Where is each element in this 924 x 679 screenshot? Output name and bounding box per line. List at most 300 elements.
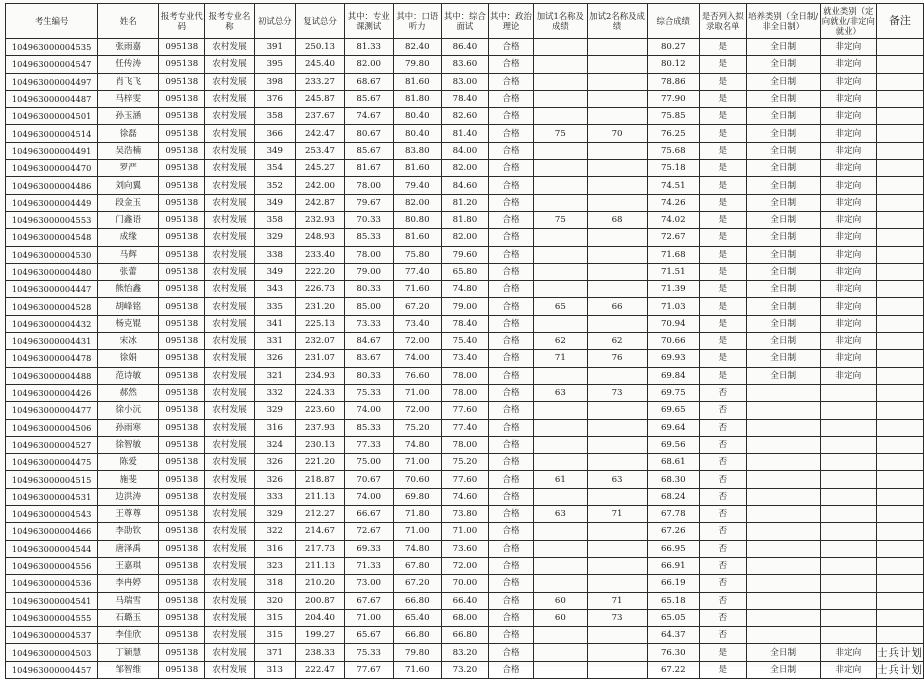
cell-extra-test-2 xyxy=(587,557,647,574)
cell-major-name: 农村发展 xyxy=(205,350,254,367)
cell-employment-type xyxy=(820,540,876,557)
header-extra-test-2: 加试2名称及成绩 xyxy=(587,4,647,39)
table-row xyxy=(6,177,924,194)
cell-interview: 78.40 xyxy=(442,90,489,107)
cell-professional-test: 71.33 xyxy=(344,557,393,574)
cell-interview: 82.00 xyxy=(442,160,489,177)
cell-interview: 68.00 xyxy=(442,609,489,626)
cell-oral-listening: 71.80 xyxy=(393,506,442,523)
cell-politics: 合格 xyxy=(488,506,533,523)
cell-candidate-id: 104963000004556 xyxy=(6,557,98,574)
cell-oral-listening: 82.00 xyxy=(393,194,442,211)
cell-major-name: 农村发展 xyxy=(205,436,254,453)
cell-extra-test-1 xyxy=(534,419,587,436)
cell-extra-test-2 xyxy=(587,575,647,592)
cell-oral-listening: 81.60 xyxy=(393,229,442,246)
cell-remarks xyxy=(876,384,923,401)
cell-major-code: 095138 xyxy=(159,402,205,419)
cell-extra-test-1 xyxy=(534,557,587,574)
cell-initial-total: 341 xyxy=(254,315,296,332)
cell-politics: 合格 xyxy=(488,609,533,626)
cell-major-name: 农村发展 xyxy=(205,56,254,73)
table-row xyxy=(6,194,924,211)
cell-remarks xyxy=(876,627,923,644)
cell-name: 马辉 xyxy=(98,246,159,263)
cell-professional-test: 75.33 xyxy=(344,384,393,401)
cell-candidate-id: 104963000004555 xyxy=(6,609,98,626)
cell-extra-test-1: 63 xyxy=(534,384,587,401)
cell-extra-test-2 xyxy=(587,263,647,280)
cell-name: 石璐玉 xyxy=(98,609,159,626)
cell-oral-listening: 79.40 xyxy=(393,177,442,194)
cell-admitted: 是 xyxy=(699,298,746,315)
cell-extra-test-1: 61 xyxy=(534,471,587,488)
cell-major-name: 农村发展 xyxy=(205,160,254,177)
cell-interview: 74.60 xyxy=(442,488,489,505)
table-row xyxy=(6,557,924,574)
cell-candidate-id: 104963000004547 xyxy=(6,56,98,73)
cell-major-code: 095138 xyxy=(159,575,205,592)
cell-name: 肖飞飞 xyxy=(98,73,159,90)
cell-retest-total: 226.73 xyxy=(296,281,345,298)
cell-candidate-id: 104963000004491 xyxy=(6,142,98,159)
cell-composite-score: 70.66 xyxy=(647,333,699,350)
cell-admitted: 否 xyxy=(699,557,746,574)
cell-candidate-id: 104963000004487 xyxy=(6,90,98,107)
cell-employment-type xyxy=(820,488,876,505)
cell-professional-test: 65.67 xyxy=(344,627,393,644)
cell-initial-total: 349 xyxy=(254,194,296,211)
cell-retest-total: 223.60 xyxy=(296,402,345,419)
cell-major-name: 农村发展 xyxy=(205,471,254,488)
cell-extra-test-1 xyxy=(534,177,587,194)
cell-employment-type xyxy=(820,609,876,626)
cell-politics: 合格 xyxy=(488,90,533,107)
cell-composite-score: 80.12 xyxy=(647,56,699,73)
cell-extra-test-2: 62 xyxy=(587,333,647,350)
table-row xyxy=(6,384,924,401)
cell-major-name: 农村发展 xyxy=(205,229,254,246)
cell-employment-type: 非定向 xyxy=(820,90,876,107)
cell-professional-test: 69.33 xyxy=(344,540,393,557)
cell-retest-total: 232.07 xyxy=(296,333,345,350)
cell-employment-type: 非定向 xyxy=(820,211,876,228)
cell-professional-test: 85.67 xyxy=(344,142,393,159)
cell-extra-test-1: 65 xyxy=(534,298,587,315)
cell-name: 张蕾 xyxy=(98,263,159,280)
cell-candidate-id: 104963000004548 xyxy=(6,229,98,246)
cell-initial-total: 316 xyxy=(254,540,296,557)
cell-initial-total: 376 xyxy=(254,90,296,107)
cell-employment-type: 非定向 xyxy=(820,350,876,367)
cell-initial-total: 320 xyxy=(254,592,296,609)
cell-interview: 65.80 xyxy=(442,263,489,280)
cell-employment-type: 非定向 xyxy=(820,281,876,298)
cell-employment-type: 非定向 xyxy=(820,367,876,384)
cell-initial-total: 371 xyxy=(254,644,296,661)
cell-study-type xyxy=(746,384,820,401)
cell-professional-test: 77.33 xyxy=(344,436,393,453)
cell-remarks xyxy=(876,471,923,488)
header-oral-listening: 其中：口语听力 xyxy=(393,4,442,39)
cell-candidate-id: 104963000004501 xyxy=(6,108,98,125)
cell-oral-listening: 69.80 xyxy=(393,488,442,505)
cell-name: 罗严 xyxy=(98,160,159,177)
cell-extra-test-1 xyxy=(534,627,587,644)
cell-composite-score: 75.68 xyxy=(647,142,699,159)
cell-extra-test-1 xyxy=(534,661,587,678)
cell-remarks xyxy=(876,39,923,56)
cell-major-code: 095138 xyxy=(159,211,205,228)
cell-name: 门鑫语 xyxy=(98,211,159,228)
cell-politics: 合格 xyxy=(488,125,533,142)
cell-candidate-id: 104963000004449 xyxy=(6,194,98,211)
cell-candidate-id: 104963000004527 xyxy=(6,436,98,453)
cell-name: 丁颖慧 xyxy=(98,644,159,661)
cell-extra-test-1 xyxy=(534,194,587,211)
cell-retest-total: 242.87 xyxy=(296,194,345,211)
cell-admitted: 是 xyxy=(699,246,746,263)
cell-politics: 合格 xyxy=(488,229,533,246)
cell-initial-total: 395 xyxy=(254,56,296,73)
cell-major-name: 农村发展 xyxy=(205,333,254,350)
cell-interview: 75.20 xyxy=(442,454,489,471)
cell-retest-total: 231.20 xyxy=(296,298,345,315)
cell-name: 徐智敏 xyxy=(98,436,159,453)
cell-major-code: 095138 xyxy=(159,471,205,488)
cell-extra-test-1 xyxy=(534,281,587,298)
cell-study-type xyxy=(746,557,820,574)
cell-major-name: 农村发展 xyxy=(205,384,254,401)
cell-politics: 合格 xyxy=(488,350,533,367)
cell-retest-total: 242.47 xyxy=(296,125,345,142)
cell-politics: 合格 xyxy=(488,627,533,644)
cell-name: 唐泽禹 xyxy=(98,540,159,557)
cell-candidate-id: 104963000004537 xyxy=(6,627,98,644)
cell-composite-score: 67.22 xyxy=(647,661,699,678)
cell-interview: 73.80 xyxy=(442,506,489,523)
cell-admitted: 是 xyxy=(699,125,746,142)
cell-extra-test-2 xyxy=(587,56,647,73)
table-row xyxy=(6,90,924,107)
cell-composite-score: 68.30 xyxy=(647,471,699,488)
header-major-name: 报考专业名称 xyxy=(205,4,254,39)
cell-extra-test-1 xyxy=(534,160,587,177)
cell-initial-total: 322 xyxy=(254,523,296,540)
cell-interview: 77.40 xyxy=(442,419,489,436)
cell-politics: 合格 xyxy=(488,402,533,419)
cell-professional-test: 68.67 xyxy=(344,73,393,90)
header-candidate-id: 考生编号 xyxy=(6,4,98,39)
cell-oral-listening: 67.20 xyxy=(393,575,442,592)
cell-oral-listening: 80.40 xyxy=(393,125,442,142)
cell-interview: 77.60 xyxy=(442,402,489,419)
cell-study-type: 全日制 xyxy=(746,90,820,107)
cell-retest-total: 200.87 xyxy=(296,592,345,609)
cell-remarks xyxy=(876,436,923,453)
cell-remarks xyxy=(876,367,923,384)
cell-candidate-id: 104963000004497 xyxy=(6,73,98,90)
cell-interview: 74.80 xyxy=(442,281,489,298)
cell-politics: 合格 xyxy=(488,298,533,315)
cell-professional-test: 75.33 xyxy=(344,644,393,661)
cell-extra-test-2 xyxy=(587,627,647,644)
cell-name: 施斐 xyxy=(98,471,159,488)
cell-employment-type: 非定向 xyxy=(820,246,876,263)
cell-employment-type: 非定向 xyxy=(820,661,876,678)
cell-admitted: 否 xyxy=(699,609,746,626)
cell-professional-test: 80.33 xyxy=(344,367,393,384)
cell-employment-type: 非定向 xyxy=(820,108,876,125)
cell-employment-type xyxy=(820,384,876,401)
cell-major-code: 095138 xyxy=(159,454,205,471)
header-interview: 其中：综合面试 xyxy=(442,4,489,39)
cell-initial-total: 333 xyxy=(254,488,296,505)
cell-study-type: 全日制 xyxy=(746,315,820,332)
cell-major-name: 农村发展 xyxy=(205,419,254,436)
cell-major-code: 095138 xyxy=(159,523,205,540)
cell-extra-test-1 xyxy=(534,90,587,107)
cell-initial-total: 313 xyxy=(254,661,296,678)
cell-composite-score: 66.19 xyxy=(647,575,699,592)
cell-professional-test: 78.00 xyxy=(344,246,393,263)
cell-major-name: 农村发展 xyxy=(205,73,254,90)
cell-study-type: 全日制 xyxy=(746,73,820,90)
cell-retest-total: 233.27 xyxy=(296,73,345,90)
cell-major-code: 095138 xyxy=(159,263,205,280)
header-initial-total: 初试总分 xyxy=(254,4,296,39)
cell-major-name: 农村发展 xyxy=(205,315,254,332)
cell-professional-test: 85.67 xyxy=(344,90,393,107)
header-remarks: 备注 xyxy=(876,4,923,39)
cell-employment-type: 非定向 xyxy=(820,125,876,142)
cell-professional-test: 71.00 xyxy=(344,609,393,626)
table-row xyxy=(6,523,924,540)
cell-name: 马梓雯 xyxy=(98,90,159,107)
cell-employment-type xyxy=(820,627,876,644)
header-name: 姓名 xyxy=(98,4,159,39)
cell-candidate-id: 104963000004426 xyxy=(6,384,98,401)
cell-retest-total: 237.67 xyxy=(296,108,345,125)
cell-interview: 86.40 xyxy=(442,39,489,56)
cell-politics: 合格 xyxy=(488,142,533,159)
cell-name: 刘向翼 xyxy=(98,177,159,194)
cell-initial-total: 338 xyxy=(254,246,296,263)
table-row xyxy=(6,56,924,73)
cell-candidate-id: 104963000004480 xyxy=(6,263,98,280)
cell-initial-total: 366 xyxy=(254,125,296,142)
cell-retest-total: 245.87 xyxy=(296,90,345,107)
cell-politics: 合格 xyxy=(488,56,533,73)
cell-major-code: 095138 xyxy=(159,108,205,125)
cell-retest-total: 210.20 xyxy=(296,575,345,592)
cell-interview: 83.20 xyxy=(442,644,489,661)
cell-study-type: 全日制 xyxy=(746,56,820,73)
cell-extra-test-1 xyxy=(534,575,587,592)
cell-professional-test: 73.33 xyxy=(344,315,393,332)
cell-major-name: 农村发展 xyxy=(205,194,254,211)
cell-candidate-id: 104963000004541 xyxy=(6,592,98,609)
cell-composite-score: 66.95 xyxy=(647,540,699,557)
table-row xyxy=(6,315,924,332)
cell-retest-total: 218.87 xyxy=(296,471,345,488)
cell-admitted: 是 xyxy=(699,644,746,661)
cell-oral-listening: 81.60 xyxy=(393,73,442,90)
cell-major-name: 农村发展 xyxy=(205,298,254,315)
cell-retest-total: 245.27 xyxy=(296,160,345,177)
cell-composite-score: 70.94 xyxy=(647,315,699,332)
cell-initial-total: 335 xyxy=(254,298,296,315)
cell-major-code: 095138 xyxy=(159,39,205,56)
cell-initial-total: 349 xyxy=(254,263,296,280)
cell-extra-test-2 xyxy=(587,367,647,384)
cell-candidate-id: 104963000004528 xyxy=(6,298,98,315)
table-row xyxy=(6,229,924,246)
table-row xyxy=(6,108,924,125)
cell-extra-test-2 xyxy=(587,281,647,298)
cell-admitted: 否 xyxy=(699,488,746,505)
header-employment-type: 就业类别（定向就业/非定向就业） xyxy=(820,4,876,39)
cell-professional-test: 85.00 xyxy=(344,298,393,315)
cell-remarks xyxy=(876,609,923,626)
cell-candidate-id: 104963000004506 xyxy=(6,419,98,436)
cell-study-type xyxy=(746,471,820,488)
cell-remarks: 士兵计划 xyxy=(876,661,923,678)
cell-oral-listening: 72.00 xyxy=(393,333,442,350)
cell-professional-test: 70.33 xyxy=(344,211,393,228)
cell-major-code: 095138 xyxy=(159,661,205,678)
cell-major-code: 095138 xyxy=(159,419,205,436)
cell-composite-score: 69.65 xyxy=(647,402,699,419)
cell-initial-total: 329 xyxy=(254,506,296,523)
cell-politics: 合格 xyxy=(488,436,533,453)
cell-extra-test-1 xyxy=(534,454,587,471)
cell-oral-listening: 66.80 xyxy=(393,627,442,644)
cell-professional-test: 74.00 xyxy=(344,402,393,419)
cell-remarks xyxy=(876,90,923,107)
cell-employment-type: 非定向 xyxy=(820,644,876,661)
cell-major-name: 农村发展 xyxy=(205,263,254,280)
cell-major-name: 农村发展 xyxy=(205,661,254,678)
cell-name: 成缘 xyxy=(98,229,159,246)
cell-major-name: 农村发展 xyxy=(205,488,254,505)
cell-study-type xyxy=(746,540,820,557)
cell-name: 范诗敏 xyxy=(98,367,159,384)
cell-extra-test-1 xyxy=(534,367,587,384)
cell-composite-score: 65.05 xyxy=(647,609,699,626)
cell-study-type: 全日制 xyxy=(746,177,820,194)
table-row xyxy=(6,73,924,90)
cell-candidate-id: 104963000004432 xyxy=(6,315,98,332)
cell-politics: 合格 xyxy=(488,419,533,436)
cell-major-code: 095138 xyxy=(159,160,205,177)
cell-oral-listening: 67.80 xyxy=(393,557,442,574)
cell-remarks xyxy=(876,540,923,557)
cell-initial-total: 324 xyxy=(254,436,296,453)
cell-major-name: 农村发展 xyxy=(205,246,254,263)
cell-interview: 66.80 xyxy=(442,627,489,644)
cell-retest-total: 242.00 xyxy=(296,177,345,194)
cell-admitted: 是 xyxy=(699,263,746,280)
table-row xyxy=(6,436,924,453)
cell-admitted: 是 xyxy=(699,56,746,73)
cell-major-code: 095138 xyxy=(159,194,205,211)
cell-candidate-id: 104963000004553 xyxy=(6,211,98,228)
cell-interview: 84.60 xyxy=(442,177,489,194)
cell-study-type xyxy=(746,506,820,523)
cell-extra-test-1 xyxy=(534,246,587,263)
cell-employment-type: 非定向 xyxy=(820,160,876,177)
cell-composite-score: 67.26 xyxy=(647,523,699,540)
cell-employment-type xyxy=(820,575,876,592)
cell-extra-test-2 xyxy=(587,142,647,159)
cell-candidate-id: 104963000004477 xyxy=(6,402,98,419)
cell-employment-type xyxy=(820,402,876,419)
cell-major-name: 农村发展 xyxy=(205,523,254,540)
cell-name: 李劭钦 xyxy=(98,523,159,540)
cell-employment-type: 非定向 xyxy=(820,298,876,315)
table-row xyxy=(6,506,924,523)
cell-major-name: 农村发展 xyxy=(205,454,254,471)
table-row xyxy=(6,575,924,592)
cell-politics: 合格 xyxy=(488,263,533,280)
cell-remarks xyxy=(876,350,923,367)
cell-extra-test-1: 60 xyxy=(534,592,587,609)
cell-retest-total: 231.07 xyxy=(296,350,345,367)
cell-extra-test-2 xyxy=(587,540,647,557)
cell-politics: 合格 xyxy=(488,557,533,574)
cell-oral-listening: 65.40 xyxy=(393,609,442,626)
cell-admitted: 是 xyxy=(699,315,746,332)
table-row xyxy=(6,125,924,142)
table-row xyxy=(6,488,924,505)
cell-oral-listening: 81.80 xyxy=(393,90,442,107)
cell-oral-listening: 83.80 xyxy=(393,142,442,159)
cell-politics: 合格 xyxy=(488,160,533,177)
header-major-code: 报考专业代码 xyxy=(159,4,205,39)
cell-study-type: 全日制 xyxy=(746,281,820,298)
table-row xyxy=(6,263,924,280)
cell-employment-type xyxy=(820,523,876,540)
cell-study-type: 全日制 xyxy=(746,39,820,56)
cell-professional-test: 79.00 xyxy=(344,263,393,280)
cell-retest-total: 233.40 xyxy=(296,246,345,263)
cell-major-name: 农村发展 xyxy=(205,125,254,142)
cell-politics: 合格 xyxy=(488,384,533,401)
cell-candidate-id: 104963000004488 xyxy=(6,367,98,384)
cell-study-type: 全日制 xyxy=(746,211,820,228)
cell-interview: 75.40 xyxy=(442,333,489,350)
header-row xyxy=(6,4,924,39)
cell-extra-test-1 xyxy=(534,402,587,419)
cell-retest-total: 230.13 xyxy=(296,436,345,453)
cell-interview: 78.00 xyxy=(442,367,489,384)
cell-name: 王尊尊 xyxy=(98,506,159,523)
cell-extra-test-2: 73 xyxy=(587,384,647,401)
cell-initial-total: 318 xyxy=(254,575,296,592)
cell-composite-score: 80.27 xyxy=(647,39,699,56)
cell-composite-score: 65.18 xyxy=(647,592,699,609)
cell-extra-test-2 xyxy=(587,419,647,436)
cell-candidate-id: 104963000004457 xyxy=(6,661,98,678)
cell-remarks xyxy=(876,177,923,194)
table-row xyxy=(6,211,924,228)
cell-major-code: 095138 xyxy=(159,506,205,523)
cell-major-name: 农村发展 xyxy=(205,644,254,661)
cell-retest-total: 221.20 xyxy=(296,454,345,471)
cell-study-type: 全日制 xyxy=(746,108,820,125)
cell-oral-listening: 73.40 xyxy=(393,315,442,332)
